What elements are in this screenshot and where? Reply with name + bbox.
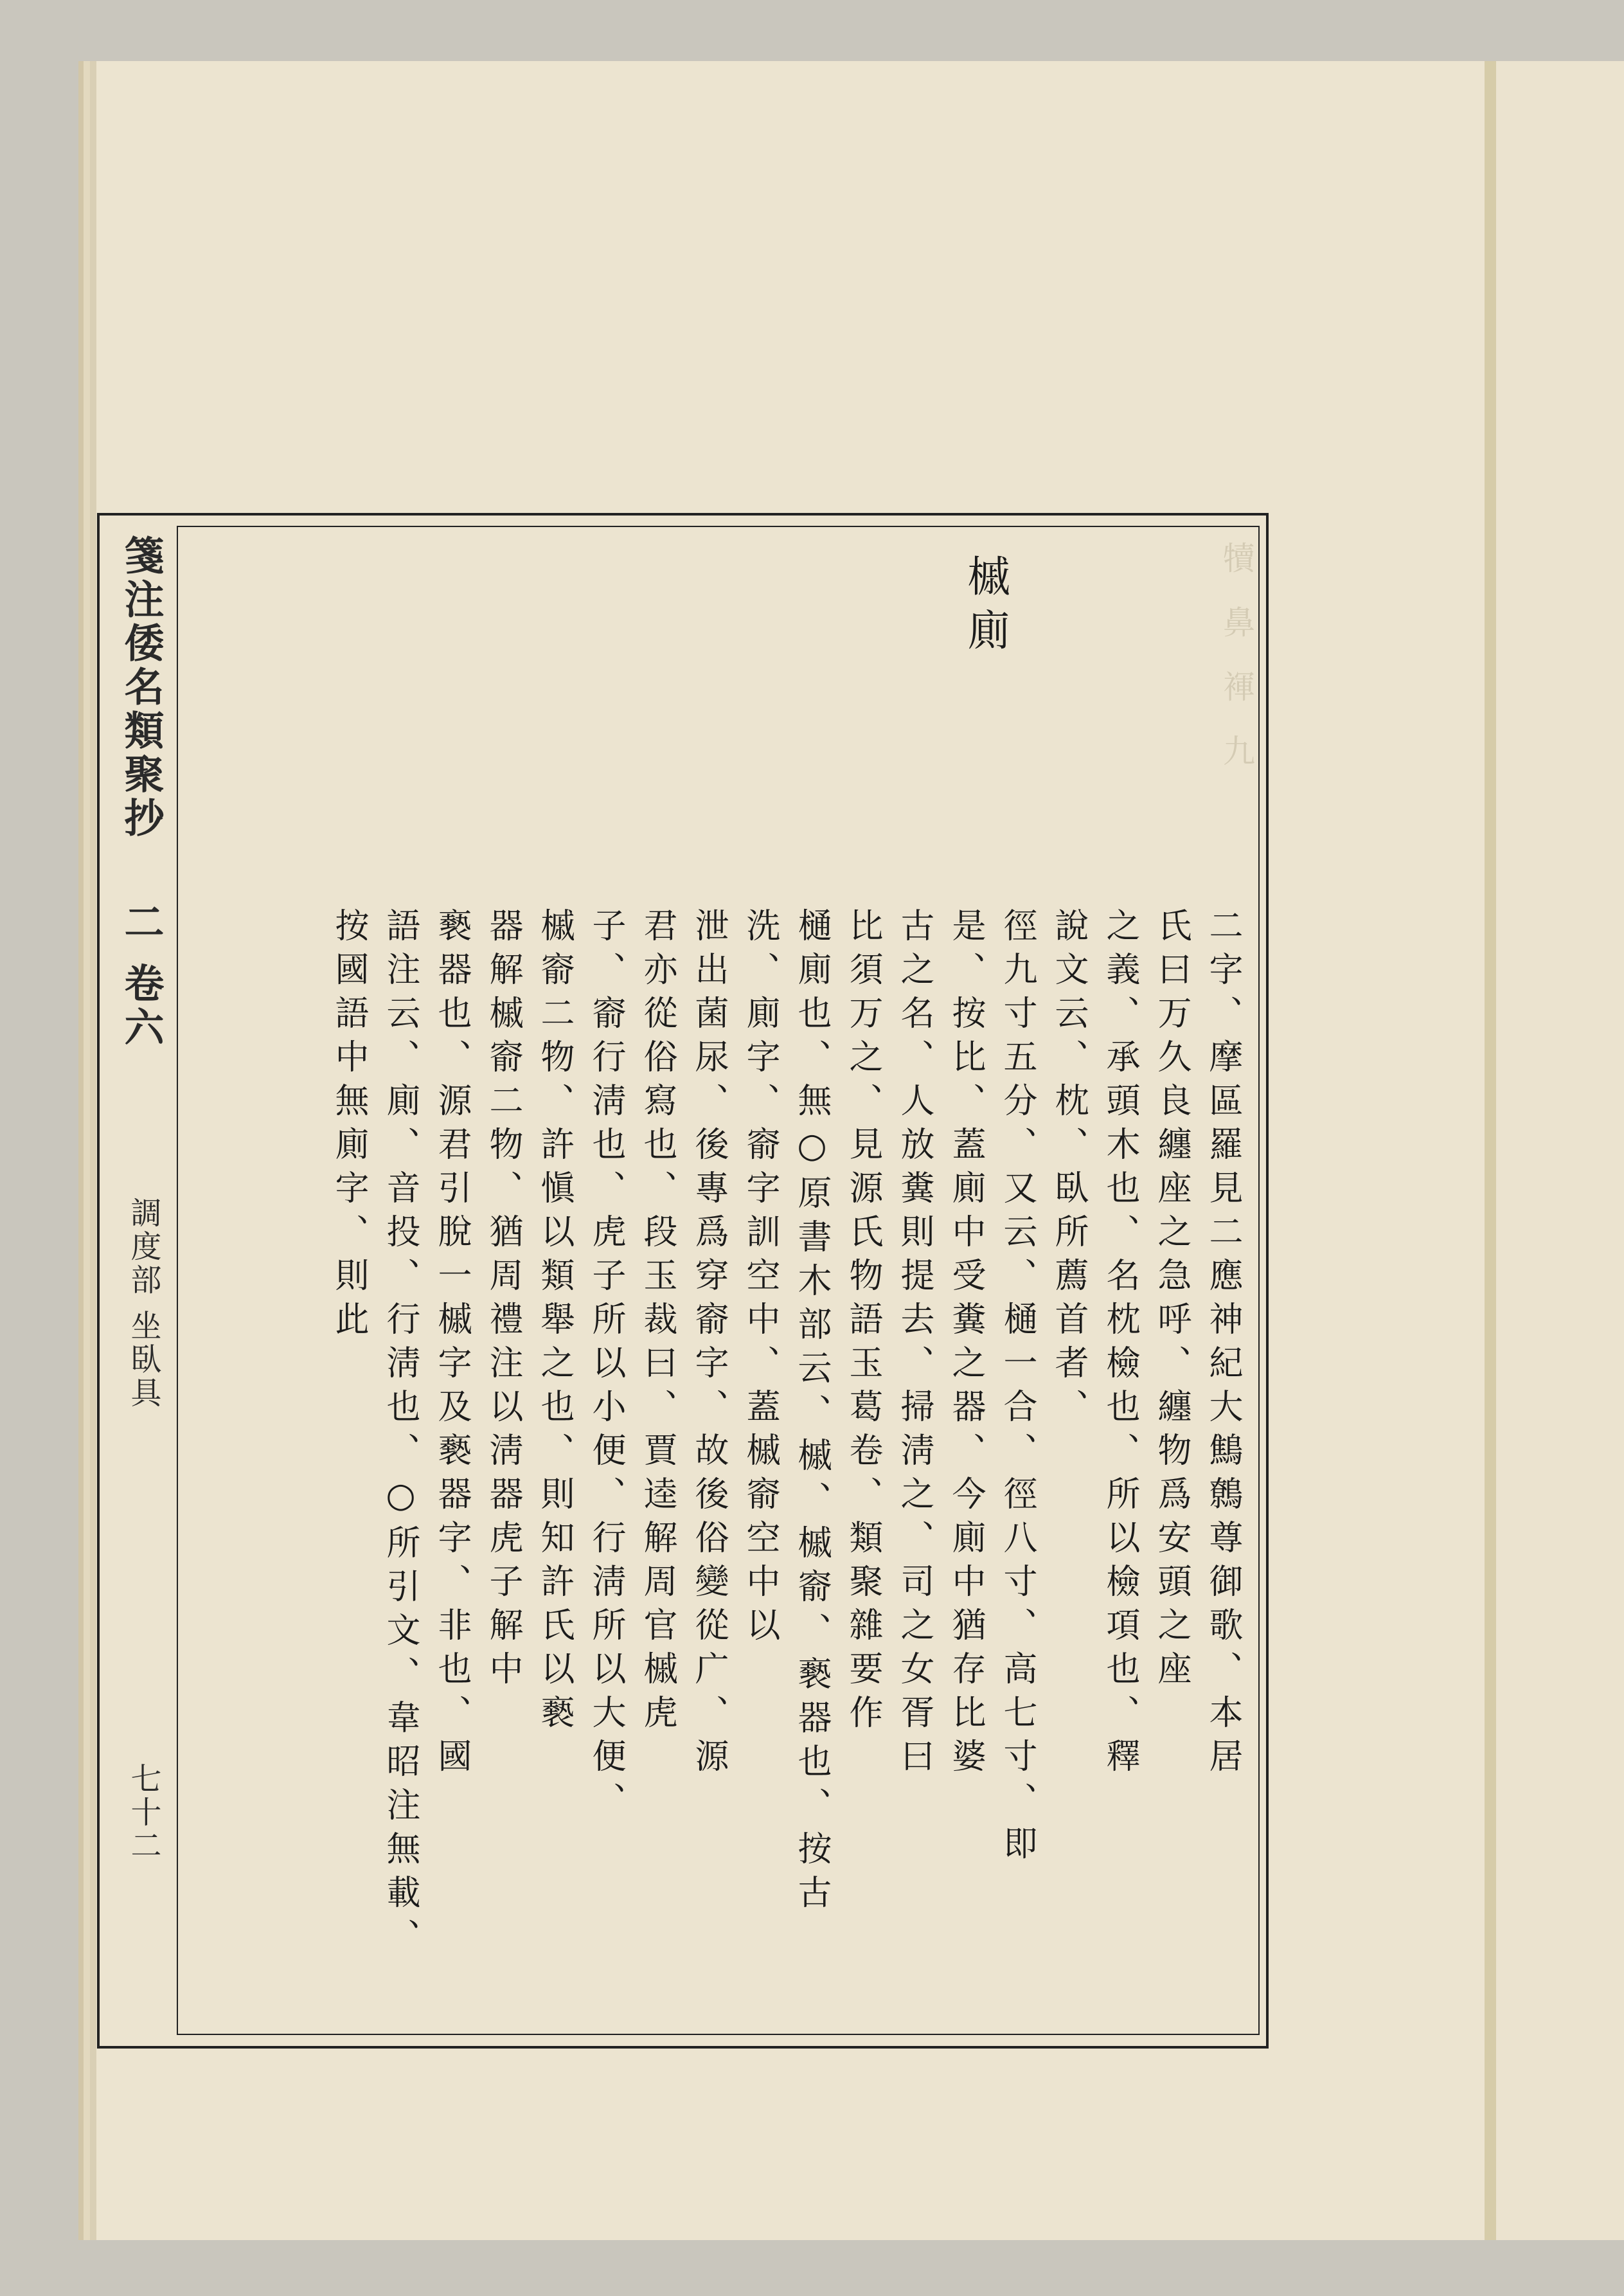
text-column: 器解槭窬二物、猶周禮注以淸器虎子解中 <box>484 908 523 1694</box>
text-column: 徑九寸五分、又云、樋一合、徑八寸、高七寸、即 <box>998 908 1037 1869</box>
book-title: 箋注倭名類聚抄 <box>118 535 165 841</box>
text-column: 洗、廁字、窬字訓空中、蓋槭窬空中以 <box>741 908 780 1651</box>
text-column: 子、窬行淸也、虎子所以小便、行淸所以大便、 <box>587 908 626 1825</box>
text-column: 褻器也、源君引脫一槭字及褻器字、非也、國 <box>433 908 472 1782</box>
next-page <box>1496 61 1624 2240</box>
text-column: 比須万之、見源氏物語玉葛卷、類聚雜要作 <box>844 908 883 1738</box>
text-column: 說文云、枕、臥所薦首者、 <box>1049 908 1089 1432</box>
volume-label: 二 卷六 <box>118 901 165 1050</box>
text-column: 之義、承頭木也、名枕檢也、所以檢項也、釋 <box>1101 908 1140 1782</box>
text-column: 氏曰万久良纏座之急呼、纏物爲安頭之座 <box>1152 908 1191 1694</box>
text-column: 二字、摩區羅見二應神紀大鷦鷯尊御歌、本居 <box>1204 908 1243 1782</box>
book-page <box>96 61 1497 2240</box>
bleed-through-text: 犢鼻褌九 <box>1218 541 1255 798</box>
text-column: 泄出菌尿、後專爲穿窬字、故後俗變從广、源 <box>690 908 729 1782</box>
text-column: 是、按比、蓋廁中受糞之器、今廁中猶存比婆 <box>947 908 986 1782</box>
section-label: 調度部 坐臥具 <box>125 1197 161 1410</box>
page-number: 七十二 <box>125 1762 161 1863</box>
text-column: 古之名、人放糞則提去、掃淸之、司之女胥曰 <box>895 908 934 1782</box>
text-column: 槭窬二物、許愼以類舉之也、則知許氏以褻 <box>535 908 575 1738</box>
text-frame <box>97 513 1269 2049</box>
text-column: 樋廁也、無○原書木部云、槭、槭窬、褻器也、按古 <box>792 908 832 1918</box>
text-column: 語注云、廁、音投、行淸也、○所引文、韋昭注無載、 <box>381 908 420 1962</box>
entry-heading: 槭廁 <box>960 554 1010 662</box>
text-column: 按國語中無廁字、則此 <box>330 908 369 1345</box>
text-column: 君亦從俗寫也、段玉裁曰、賈逵解周官槭虎 <box>638 908 677 1738</box>
book-gutter <box>1485 61 1496 2240</box>
